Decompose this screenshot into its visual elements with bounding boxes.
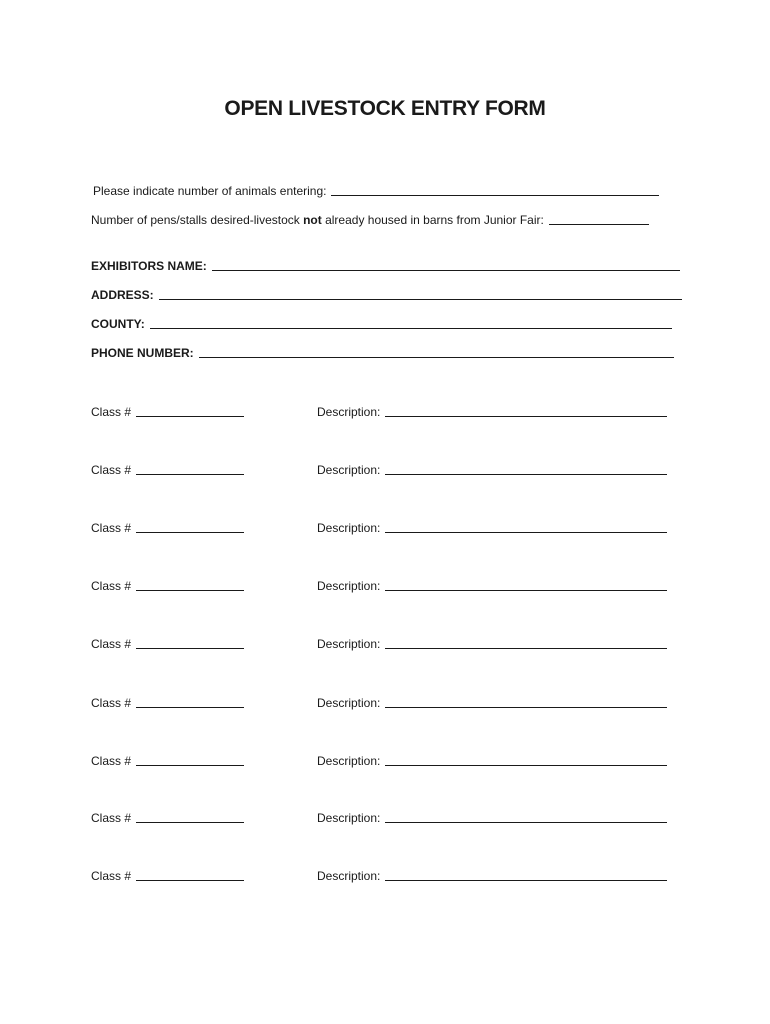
class-label: Class # [91,405,132,419]
class-row-8 [91,811,244,825]
pens-stalls-row [91,213,649,227]
pens-stalls-field[interactable] [549,223,649,225]
class-row-5 [91,637,244,651]
description-label: Description: [317,696,381,710]
class-label: Class # [91,579,132,593]
description-field[interactable] [385,879,667,881]
county-row [91,317,672,331]
class-label: Class # [91,696,132,710]
class-number-field[interactable] [136,821,244,823]
class-number-field[interactable] [136,706,244,708]
class-row-9 [91,869,244,883]
description-label: Description: [317,869,381,883]
pens-stalls-label-pre: Number of pens/stalls desired-livestock [91,213,304,227]
class-row-1 [91,405,244,419]
description-label: Description: [317,637,381,651]
pens-stalls-label-post: already housed in barns from Junior Fair: [321,213,544,227]
description-field[interactable] [385,589,667,591]
class-label: Class # [91,463,132,477]
class-label: Class # [91,637,132,651]
page-title: OPEN LIVESTOCK ENTRY FORM [224,97,546,120]
description-field[interactable] [385,706,667,708]
address-row [91,288,682,302]
description-label: Description: [317,521,381,535]
class-number-field[interactable] [136,415,244,417]
pens-stalls-label-bold: not [303,213,322,227]
class-label: Class # [91,754,132,768]
class-label: Class # [91,521,132,535]
description-row-7 [317,754,667,768]
class-number-field[interactable] [136,589,244,591]
address-field[interactable] [159,298,682,300]
class-row-4 [91,579,244,593]
description-row-9 [317,869,667,883]
description-row-8 [317,811,667,825]
phone-label: PHONE NUMBER: [91,346,194,360]
phone-field[interactable] [199,356,674,358]
class-number-field[interactable] [136,879,244,881]
description-field[interactable] [385,764,667,766]
class-label: Class # [91,869,132,883]
exhibitor-name-field[interactable] [212,269,680,271]
description-label: Description: [317,811,381,825]
phone-row [91,346,674,360]
class-row-6 [91,696,244,710]
description-field[interactable] [385,415,667,417]
class-number-field[interactable] [136,647,244,649]
exhibitor-name-row [91,259,680,273]
description-row-6 [317,696,667,710]
description-field[interactable] [385,531,667,533]
class-label: Class # [91,811,132,825]
class-row-2 [91,463,244,477]
description-label: Description: [317,405,381,419]
description-field[interactable] [385,821,667,823]
description-field[interactable] [385,647,667,649]
address-label: ADDRESS: [91,288,154,302]
class-row-7 [91,754,244,768]
description-label: Description: [317,754,381,768]
description-label: Description: [317,579,381,593]
description-row-2 [317,463,667,477]
exhibitor-name-label: EXHIBITORS NAME: [91,259,207,273]
description-row-4 [317,579,667,593]
class-row-3 [91,521,244,535]
description-label: Description: [317,463,381,477]
animals-count-label: Please indicate number of animals entering: [93,184,327,198]
county-label: COUNTY: [91,317,145,331]
animals-count-row [93,184,659,198]
class-number-field[interactable] [136,531,244,533]
description-row-3 [317,521,667,535]
description-row-1 [317,405,667,419]
class-number-field[interactable] [136,764,244,766]
animals-count-field[interactable] [331,194,659,196]
class-number-field[interactable] [136,473,244,475]
county-field[interactable] [150,327,672,329]
description-field[interactable] [385,473,667,475]
description-row-5 [317,637,667,651]
